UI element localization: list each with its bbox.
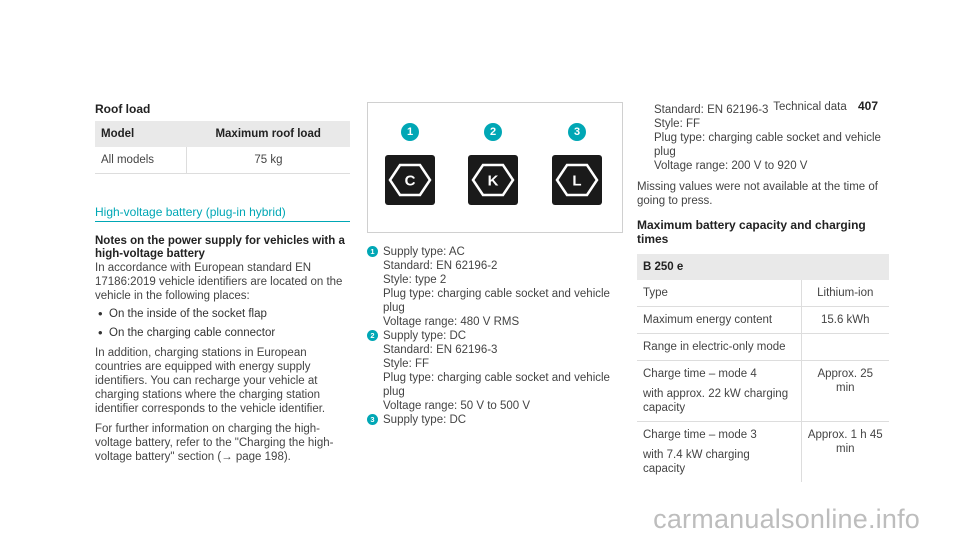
table-row — [637, 422, 889, 483]
legend-line: Standard: EN 62196-2 — [383, 260, 498, 272]
list-item: • On the inside of the socket flap — [95, 307, 350, 321]
legend-line: Plug type: charging cable socket and vehicle plug — [383, 372, 610, 398]
figure-item-1 — [384, 123, 436, 205]
table-row — [637, 361, 889, 422]
legend-marker: 1 — [367, 246, 378, 257]
legend-line: Standard: EN 62196-3 — [654, 104, 769, 116]
roof-load-table — [95, 121, 350, 174]
cell-label: Charge time – mode 3 — [643, 429, 757, 441]
list-item: • On the charging cable connector — [95, 326, 350, 340]
identifier-hexagon-icon — [468, 155, 518, 205]
table-row — [95, 147, 350, 174]
figure-item-2 — [467, 123, 519, 205]
identifier-hexagon-icon — [385, 155, 435, 205]
bullet-list — [95, 307, 350, 340]
table-cell: Lithium-ion — [801, 280, 889, 307]
subheading-power-supply: Notes on the power supply for vehicles with a high-voltage battery — [95, 235, 345, 260]
table-cell — [637, 422, 801, 483]
cell-sublabel: with 7.4 kW charging capacity — [643, 449, 750, 475]
table-cell: All models — [95, 147, 186, 174]
missing-values-note: Missing values were not available at the time of going to press. — [637, 181, 878, 207]
watermark: carmanualsonline.info — [653, 504, 920, 533]
page-number: 407 — [857, 99, 878, 113]
column-middle — [367, 102, 623, 427]
legend-line: Plug type: charging cable socket and vehicle plug — [654, 132, 881, 158]
callout-number: 3 — [568, 123, 586, 141]
legend-line: Voltage range: 50 V to 500 V — [383, 400, 531, 412]
legend-line: Supply type: DC — [383, 414, 467, 426]
legend-marker: 2 — [367, 330, 378, 341]
table-cell: Approx. 1 h 45 min — [801, 422, 889, 483]
table-cell: Range in electric-only mode — [637, 334, 801, 361]
table-cell: 15.6 kWh — [801, 307, 889, 334]
figure-item-3 — [551, 123, 603, 205]
table-header-row — [95, 121, 350, 147]
table-cell — [801, 334, 889, 361]
roof-load-title: Roof load — [95, 102, 151, 116]
battery-table-title: Maximum battery capacity and charging times — [637, 218, 866, 246]
legend-line: Voltage range: 480 V RMS — [383, 316, 520, 328]
table-cell: 75 kg — [186, 147, 350, 174]
table-header-cell: B 250 e — [637, 254, 889, 280]
identifier-letter: C — [404, 172, 416, 190]
callout-number: 1 — [401, 123, 419, 141]
legend-entry-3 — [367, 413, 623, 427]
table-header-row — [637, 254, 889, 280]
legend-entry-2 — [367, 329, 623, 413]
legend-entry-1 — [367, 245, 623, 329]
table-cell: Approx. 25 min — [801, 361, 889, 422]
legend-line: Style: FF — [383, 358, 430, 370]
identifier-letter: L — [572, 172, 582, 190]
legend-line: Standard: EN 62196-3 — [383, 344, 498, 356]
legend-line: Supply type: AC — [383, 246, 465, 258]
table-row — [637, 307, 889, 334]
identifier-hexagon-icon — [552, 155, 602, 205]
column-right — [637, 103, 889, 482]
legend-line: Style: type 2 — [383, 274, 447, 286]
paragraph: For further information on charging the high-voltage battery, refer to the "Charging the high-voltage battery" section (→ page 198). — [95, 423, 334, 463]
cell-sublabel: with approx. 22 kW charging capacity — [643, 388, 789, 414]
cell-label: Charge time – mode 4 — [643, 368, 757, 380]
figure-legend — [367, 245, 623, 427]
legend-marker: 3 — [367, 414, 378, 425]
paragraph: In accordance with European standard EN 17186:2019 vehicle identifiers are located on the vehicle in the following places: — [95, 262, 343, 302]
identifier-figure — [367, 102, 623, 233]
table-header-cell: Maximum roof load — [186, 121, 350, 147]
legend-line: Supply type: DC — [383, 330, 467, 342]
table-cell: Type — [637, 280, 801, 307]
callout-number: 2 — [484, 123, 502, 141]
section-heading-hv-battery: High-voltage battery (plug-in hybrid) — [95, 205, 350, 222]
identifier-letter: K — [487, 172, 499, 190]
column-left — [95, 102, 350, 464]
legend-entry-3-continued — [637, 103, 889, 173]
table-row — [637, 334, 889, 361]
legend-line: Plug type: charging cable socket and vehicle plug — [383, 288, 610, 314]
paragraph: In addition, charging stations in European countries are equipped with energy supply identifiers. You can recharge your vehicle at charging stations where the charging station identifier corresponds to the vehicle identifier. — [95, 347, 326, 415]
table-cell: Maximum energy content — [637, 307, 801, 334]
legend-line: Style: FF — [654, 118, 701, 130]
table-cell — [637, 361, 801, 422]
battery-table — [637, 254, 889, 482]
table-row — [637, 280, 889, 307]
legend-line: Voltage range: 200 V to 920 V — [654, 160, 808, 172]
table-header-cell: Model — [95, 121, 186, 147]
section-title: Technical data — [773, 101, 847, 113]
